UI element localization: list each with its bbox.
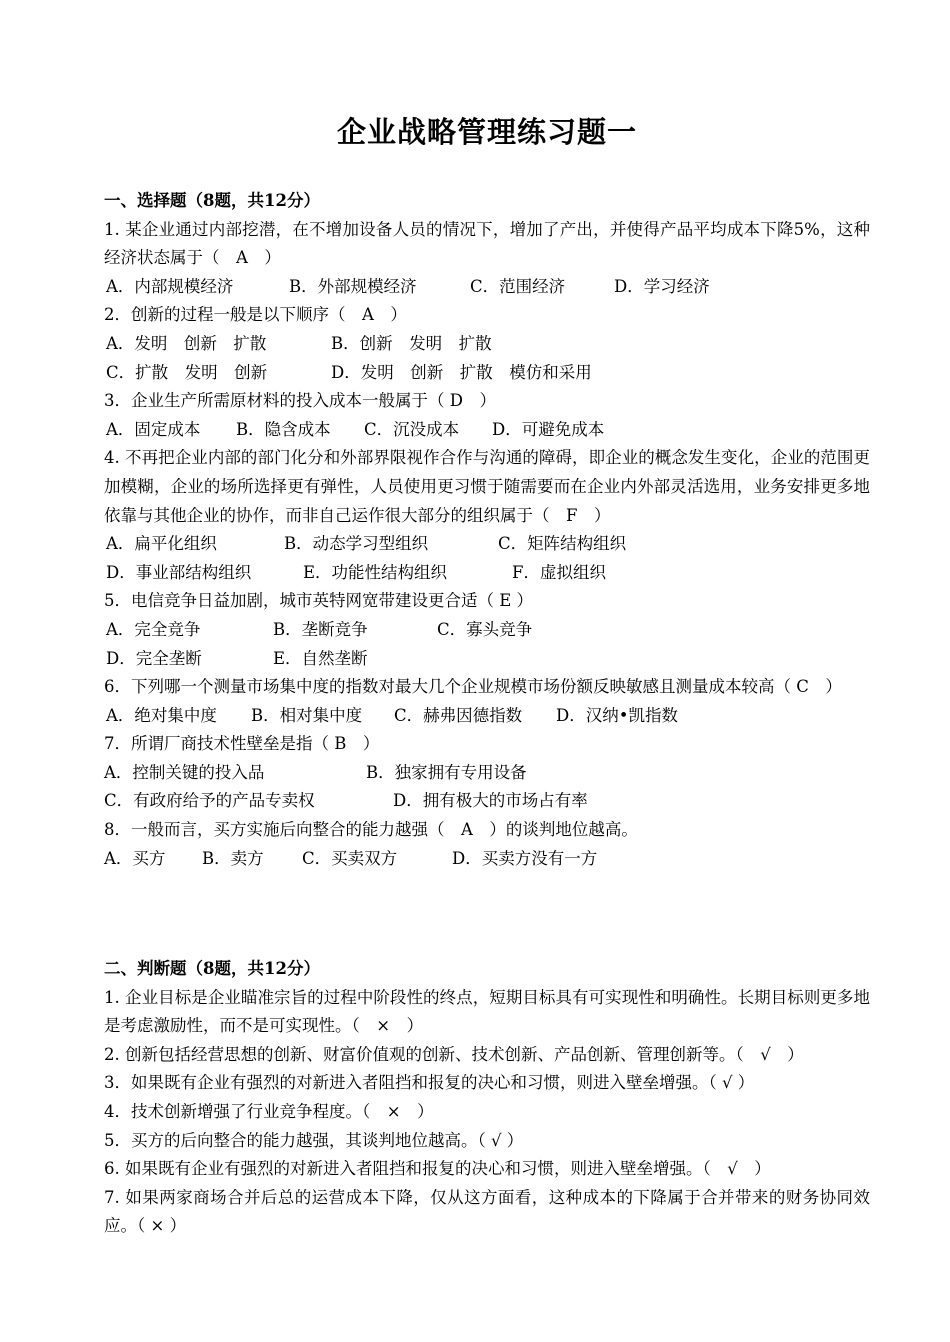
question-stem: 1. 某企业通过内部挖潜，在不增加设备人员的情况下，增加了产出，并使得产品平均成本下降5%，这种经济状态属于（ A ） [104, 219, 870, 268]
option: E．自然垄断 [273, 648, 368, 668]
option: C．寡头竞争 [437, 619, 533, 639]
options-row [104, 845, 870, 874]
option: B．垄断竞争 [273, 619, 368, 639]
option: B．卖方 [202, 848, 264, 868]
options-row [104, 530, 870, 559]
option: D．买卖方没有一方 [452, 848, 598, 868]
judgement-item: 3．如果既有企业有强烈的对新进入者阻挡和报复的决心和习惯，则进入壁垒增强。（ √ ） [104, 1073, 755, 1093]
judgement-item: 6. 如果既有企业有强烈的对新进入者阻挡和报复的决心和习惯，则进入壁垒增强。（ √ ） [104, 1159, 771, 1179]
option: C．有政府给予的产品专卖权 [104, 791, 315, 811]
option: B．独家拥有专用设备 [366, 762, 527, 782]
options-row [104, 559, 870, 588]
option: D．学习经济 [614, 276, 710, 296]
question-stem: 7．所谓厂商技术性壁垒是指（ B ） [104, 734, 380, 754]
judgement-item: 4．技术创新增强了行业竞争程度。（ × ） [104, 1101, 434, 1121]
option: C．沉没成本 [364, 419, 460, 439]
option: A．完全竞争 [106, 619, 201, 639]
option: D．可避免成本 [492, 419, 605, 439]
option: C．赫弗因德指数 [394, 705, 523, 725]
option: B．相对集中度 [251, 705, 363, 725]
question-stem: 6．下列哪一个测量市场集中度的指数对最大几个企业规模市场份额反映敏感且测量成本较高（ C ） [104, 677, 842, 697]
section-multiple-choice [104, 187, 870, 873]
document-title: 企业战略管理练习题一 [336, 115, 637, 149]
option: B．创新 发明 扩散 [331, 333, 492, 353]
options-row [104, 759, 870, 788]
option: D．汉纳•凯指数 [556, 705, 678, 725]
options-row [104, 359, 870, 388]
option: B．隐含成本 [236, 419, 331, 439]
option: A．扁平化组织 [106, 534, 217, 554]
option: A．固定成本 [106, 419, 201, 439]
judgement-item: 2. 创新包括经营思想的创新、财富价值观的创新、技术创新、产品创新、管理创新等。（ √ ） [104, 1044, 804, 1064]
question-stem: 5．电信竞争日益加剧，城市英特网宽带建设更合适（ E ） [104, 591, 534, 611]
option: D．完全垄断 [106, 648, 202, 668]
option: C．范围经济 [470, 276, 566, 296]
judgement-item: 1. 企业目标是企业瞄准宗旨的过程中阶段性的终点，短期目标具有可实现性和明确性。长期目标则更多地是考虑激励性，而不是可实现性。（ × ） [104, 987, 870, 1036]
options-row [104, 416, 870, 445]
option: E．功能性结构组织 [303, 562, 448, 582]
option: A．绝对集中度 [106, 705, 217, 725]
options-row [104, 616, 870, 645]
option: A．发明 创新 扩散 [106, 333, 267, 353]
judgement-item: 5．买方的后向整合的能力越强，其谈判地位越高。（ √ ） [104, 1130, 524, 1150]
question-stem: 8．一般而言，买方实施后向整合的能力越强（ A ）的谈判地位越高。 [104, 820, 638, 840]
judgement-item: 7. 如果两家商场合并后总的运营成本下降，仅从这方面看，这种成本的下降属于合并带来的财务协同效应。（ × ） [104, 1187, 870, 1236]
option: D．事业部结构组织 [106, 562, 252, 582]
option: C．买卖双方 [302, 848, 398, 868]
options-row [104, 645, 870, 674]
question-stem: 4. 不再把企业内部的部门化分和外部界限视作合作与沟通的障碍，即企业的概念发生变化，企业的范围更加模糊，企业的场所选择更有弹性，人员使用更习惯于随需要而在企业内外部灵活选用，业务安排更多地依靠与其他企业的协作，而非自己运作很大部分的组织属于（ F ） [104, 448, 870, 525]
options-row [104, 787, 870, 816]
section-heading: 二、判断题（8题，共12分） [104, 959, 320, 978]
options-row [104, 273, 870, 302]
option: C．扩散 发明 创新 [106, 362, 268, 382]
section-true-false [104, 955, 870, 1241]
option: A．买方 [104, 848, 166, 868]
question-stem: 2．创新的过程一般是以下顺序（ A ） [104, 305, 407, 325]
option: D．拥有极大的市场占有率 [393, 791, 588, 811]
option: D．发明 创新 扩散 模仿和采用 [331, 362, 592, 382]
option: B．外部规模经济 [289, 276, 417, 296]
option: A．内部规模经济 [106, 276, 234, 296]
option: C．矩阵结构组织 [498, 534, 627, 554]
options-row [104, 330, 870, 359]
option: A．控制关键的投入品 [104, 762, 265, 782]
section-heading: 一、选择题（8题，共12分） [104, 191, 320, 210]
options-row [104, 702, 870, 731]
option: B．动态学习型组织 [284, 534, 429, 554]
option: F．虚拟组织 [512, 562, 606, 582]
question-stem: 3．企业生产所需原材料的投入成本一般属于（ D ） [104, 391, 496, 411]
